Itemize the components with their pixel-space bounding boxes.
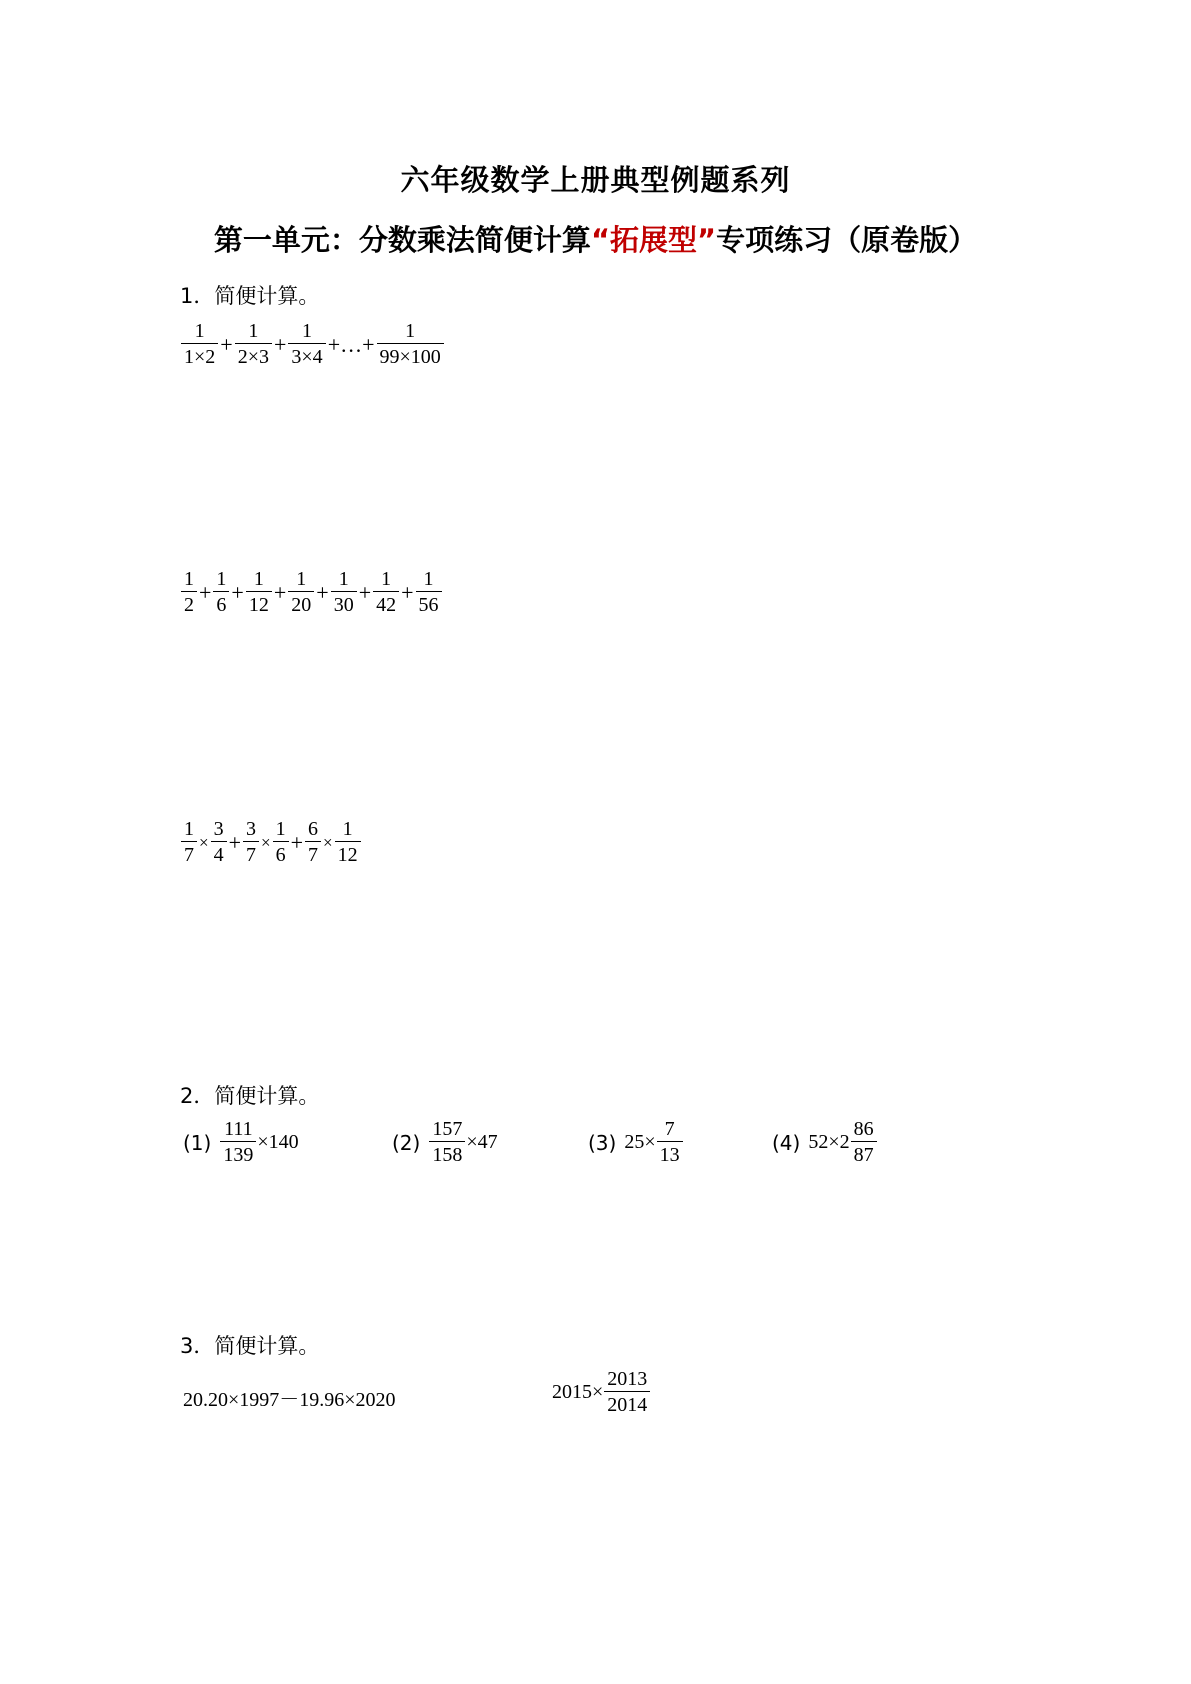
denominator: 99×100 <box>377 343 444 369</box>
item-label: (2) <box>392 1130 421 1155</box>
q1-expression-2 <box>180 568 443 617</box>
fraction <box>213 568 229 617</box>
denominator: 7 <box>305 841 321 867</box>
numerator: 6 <box>308 818 319 840</box>
denominator: 13 <box>657 1141 683 1167</box>
numerator: 1 <box>342 818 353 840</box>
fraction <box>377 320 444 369</box>
document-title: 六年级数学上册典型例题系列 <box>400 163 791 197</box>
numerator: 1 <box>423 568 434 590</box>
denominator: 20 <box>288 591 314 617</box>
item-label: (1) <box>183 1130 212 1155</box>
denominator: 87 <box>851 1141 877 1167</box>
plus-operator: + <box>358 579 372 605</box>
numerator: 1 <box>184 568 194 590</box>
q1-expression-3 <box>180 818 362 867</box>
fraction <box>235 320 272 369</box>
denominator: 3×4 <box>288 343 325 369</box>
denominator: 7 <box>181 841 197 867</box>
fraction <box>416 568 442 617</box>
question-3-heading: 3．简便计算。 <box>180 1334 320 1358</box>
fraction <box>181 320 218 369</box>
numerator: 1 <box>296 568 307 590</box>
fraction <box>273 818 289 867</box>
denominator: 2 <box>181 591 197 617</box>
numerator: 1 <box>248 320 259 342</box>
numerator: 1 <box>302 320 313 342</box>
numerator: 1 <box>338 568 349 590</box>
fraction <box>851 1118 877 1167</box>
question-2-heading: 2．简便计算。 <box>180 1084 320 1108</box>
fraction <box>335 818 361 867</box>
denominator: 4 <box>211 841 227 867</box>
plus-operator: + <box>220 331 233 357</box>
fraction <box>657 1118 683 1167</box>
fraction <box>220 1118 256 1167</box>
denominator: 158 <box>429 1141 465 1167</box>
document-subtitle <box>0 218 1191 259</box>
question-1-heading: 1．简便计算。 <box>180 284 320 308</box>
numerator: 3 <box>213 818 224 840</box>
subtitle-highlight: “拓展型” <box>590 223 717 257</box>
denominator: 6 <box>273 841 289 867</box>
q2-item-2 <box>392 1118 498 1167</box>
fraction <box>243 818 259 867</box>
plus-operator: + <box>316 579 329 605</box>
denominator: 12 <box>246 591 272 617</box>
multiply-operator: × <box>261 832 271 852</box>
plus-operator: +…+ <box>327 331 375 357</box>
numerator: 1 <box>253 568 264 590</box>
plus-operator: + <box>231 579 244 605</box>
numerator: 3 <box>246 818 257 840</box>
expression-tail: ×47 <box>466 1131 498 1153</box>
q3-item-2 <box>552 1368 651 1417</box>
fraction <box>288 568 314 617</box>
fraction <box>305 818 321 867</box>
numerator: 157 <box>432 1118 463 1140</box>
q1-expression-1 <box>180 320 445 369</box>
numerator: 1 <box>405 320 416 342</box>
numerator: 1 <box>184 818 194 840</box>
q2-item-3 <box>588 1118 684 1167</box>
plus-operator: + <box>273 331 287 357</box>
fraction <box>181 818 197 867</box>
denominator: 2×3 <box>235 343 272 369</box>
fraction <box>373 568 399 617</box>
expression-head: 52×2 <box>808 1131 850 1153</box>
fraction <box>181 568 197 617</box>
fraction <box>211 818 227 867</box>
denominator: 2014 <box>604 1391 650 1417</box>
denominator: 42 <box>373 591 399 617</box>
subtitle-tail: 专项练习（原卷版） <box>716 223 978 257</box>
numerator: 1 <box>216 568 227 590</box>
multiply-operator: × <box>199 832 209 852</box>
expression: 20.20×1997－19.96×2020 <box>183 1388 396 1411</box>
fraction <box>604 1368 650 1417</box>
denominator: 7 <box>243 841 259 867</box>
q3-item-1 <box>183 1368 396 1426</box>
numerator: 1 <box>194 320 205 342</box>
plus-operator: + <box>290 829 304 855</box>
plus-operator: + <box>273 579 287 605</box>
expression-tail: ×140 <box>257 1131 299 1153</box>
fraction <box>288 320 325 369</box>
subtitle-main: 第一单元：分数乘法简便计算 <box>213 223 591 257</box>
fraction <box>429 1118 465 1167</box>
denominator: 1×2 <box>181 343 218 369</box>
numerator: 1 <box>275 818 286 840</box>
denominator: 12 <box>335 841 361 867</box>
plus-operator: + <box>401 579 414 605</box>
plus-operator: + <box>228 829 242 855</box>
item-label: (3) <box>588 1130 617 1155</box>
numerator: 2013 <box>607 1368 648 1390</box>
item-label: (4) <box>772 1130 801 1155</box>
numerator: 1 <box>381 568 392 590</box>
denominator: 139 <box>220 1141 256 1167</box>
expression-head: 25× <box>624 1131 656 1153</box>
fraction <box>331 568 357 617</box>
fraction <box>246 568 272 617</box>
plus-operator: + <box>199 579 212 605</box>
numerator: 111 <box>224 1118 253 1140</box>
numerator: 86 <box>853 1118 874 1140</box>
q2-item-1 <box>183 1118 299 1167</box>
numerator: 7 <box>664 1118 675 1140</box>
q2-item-4 <box>772 1118 878 1167</box>
multiply-operator: × <box>323 832 333 852</box>
denominator: 6 <box>213 591 229 617</box>
denominator: 56 <box>416 591 442 617</box>
denominator: 30 <box>331 591 357 617</box>
expression-head: 2015× <box>552 1381 604 1403</box>
